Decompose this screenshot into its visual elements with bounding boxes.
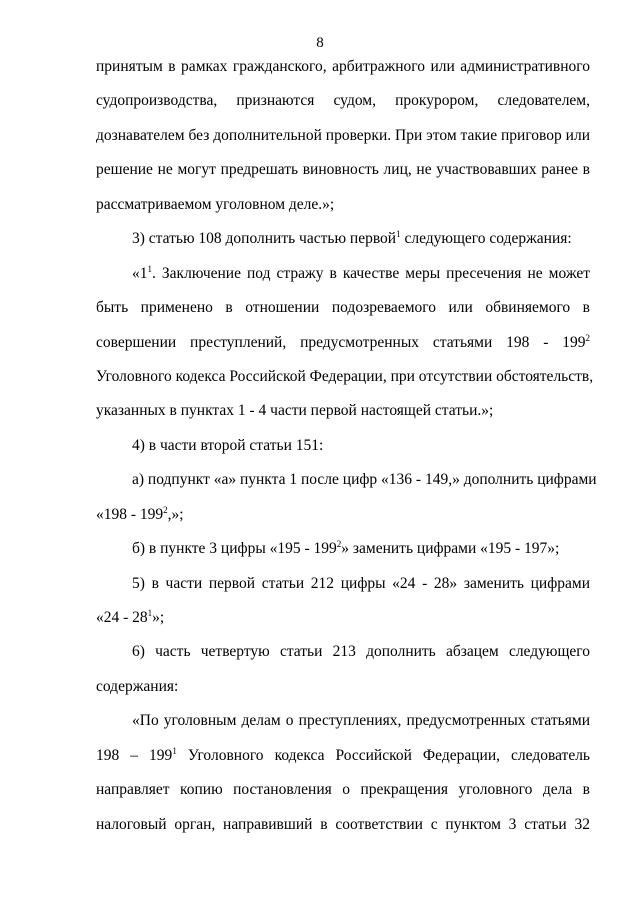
superscript: 1 (396, 229, 401, 240)
text-line: $198 - 199^1$ Уголовного кодекса Российской Федерации, следователь (96, 745, 591, 764)
text-line: б) в пункте 3 цифры «$195 - 199^2$» заменить цифрами «195 - 197»; (132, 539, 560, 558)
text-line: 4) в части второй статьи 151: (132, 436, 324, 454)
superscript: 1 (147, 263, 152, 274)
superscript: 2 (336, 539, 342, 550)
text-line: дознавателем без дополнительной проверки. При этом такие приговор или (96, 126, 590, 144)
text-line: решение не могут предрешать виновность лиц, не участвовавших ранее в (96, 161, 590, 179)
text-line: указанных в пунктах 1 - 4 части первой настоящей статьи.»; (96, 402, 494, 420)
text-line: судопроизводства, признаются судом, прокурором, следователем, (96, 92, 590, 110)
text-line: 6) часть четвертую статьи 213 дополнить абзацем следующего (132, 643, 590, 661)
superscript: 2 (163, 504, 168, 515)
page-number: 8 (316, 35, 324, 51)
text-line: «$24 - 28^1$»; (96, 608, 165, 626)
text-line: Уголовного кодекса Российской Федерации, при отсутствии обстоятельств, (96, 367, 594, 385)
text-line: 3) статью 108 дополнить частью первой$^1$ следующего содержания: (132, 229, 572, 248)
text-line: быть применено в отношении подозреваемого или обвиняемого в (96, 299, 590, 317)
text-line: содержания: (96, 677, 179, 695)
text-line: совершении преступлений, предусмотренных статьями $198 - 199^2$ (96, 332, 590, 351)
superscript: 1 (172, 745, 177, 756)
text-line: а) подпункт «а» пункта 1 после цифр «136 - 149,» дополнить цифрами (132, 471, 597, 489)
superscript: 1 (147, 608, 153, 618)
text-line: принятым в рамках гражданского, арбитражного или административного (96, 58, 590, 75)
text-line: рассматриваемом уголовном деле.»; (96, 195, 335, 213)
text-line: направляет копию постановления о прекращения уголовного дела в (96, 781, 590, 799)
text-line: «$1^1$. Заключение под стражу в качестве меры пресечения не может (132, 263, 590, 282)
superscript: 2 (585, 332, 590, 343)
document-body (96, 50, 597, 842)
text-line: «$198 - 199^2$,»; (96, 504, 184, 523)
text-line: налоговый орган, направивший в соответствии с пунктом 3 статьи 32 (96, 815, 590, 833)
text-line: «По уголовным делам о преступлениях, предусмотренных статьями (132, 712, 590, 730)
text-line: 5) в части первой статьи 212 цифры «24 - 28» заменить цифрами (132, 574, 590, 592)
